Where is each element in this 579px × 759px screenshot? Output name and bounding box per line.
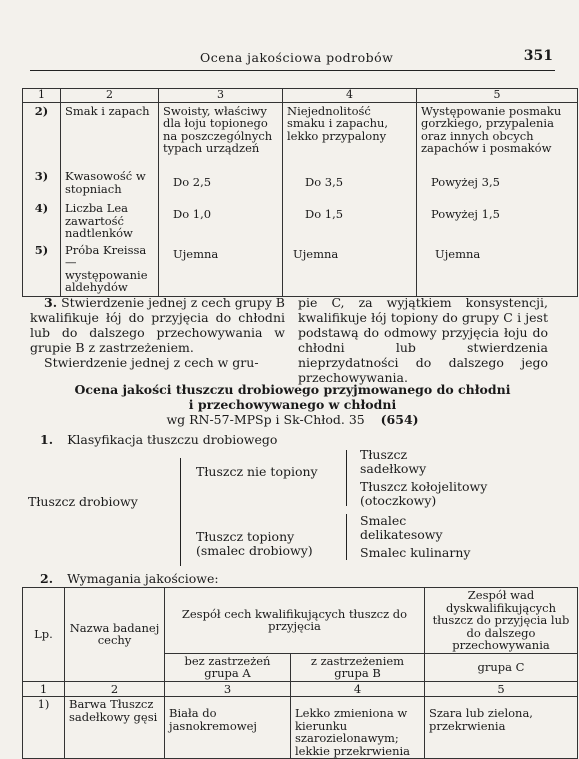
nontopped-brace — [346, 450, 347, 506]
header-group: Zespół cech kwalifikujących tłuszcz do przyjęcia — [165, 588, 425, 654]
header-row — [23, 588, 578, 654]
class-topped-line2: (smalec drobiowy) — [196, 543, 313, 558]
paragraph-text-2: Stwierdzenie jednej z cech w gru- — [44, 355, 259, 370]
row-name: Smak i zapach — [61, 102, 159, 168]
section-subtitle: wg RN-57-MPSp i Sk-Chłod. 35 — [166, 412, 365, 427]
column-number-row — [23, 89, 578, 103]
table-row — [23, 697, 578, 759]
row-name: Kwasowość w stopniach — [61, 168, 159, 200]
paragraph-text: pie C, za wyjątkiem konsystencji, kwalifikuje łój topiony do grupy C i jest podstawą do odmowy przyjęcia łoju do chłodni lub stwierdzenia nieprzydatności do dalszego jego przechowywania. — [298, 295, 548, 385]
row-name: Barwa Tłuszcz sadełkowy gęsi — [65, 697, 165, 759]
col-number: 1 — [23, 681, 65, 697]
paragraph-3-left — [30, 295, 285, 370]
row-group-a: Swoisty, właściwy dla łoju topionego na poszczególnych typach urządzeń — [159, 102, 283, 168]
row-group-b: Lekko zmieniona w kierunku szarozielonawym; lekkie przekrwienia — [291, 697, 425, 759]
item-number: 1. — [40, 432, 54, 447]
row-group-a: Do 2,5 — [159, 168, 283, 200]
item-number: 2. — [40, 571, 54, 586]
header-group-c: grupa C — [425, 653, 578, 681]
page-number: 351 — [523, 48, 553, 64]
section-ref: (654) — [380, 412, 419, 427]
row-group-b: Ujemna — [283, 242, 417, 297]
column-number-row — [23, 681, 578, 697]
item-label: Wymagania jakościowe: — [67, 571, 219, 586]
col-number: 5 — [425, 681, 578, 697]
item-2-heading — [40, 571, 219, 586]
table-row — [23, 200, 578, 242]
item-1-heading — [40, 432, 277, 447]
class-kolojelitowy: Tłuszcz kołojelitowy (otoczkowy) — [360, 479, 488, 508]
row-group-a: Biała do jasnokremowej — [165, 697, 291, 759]
section-title-line1: Ocena jakości tłuszczu drobiowego przyjmowanego do chłodni — [74, 382, 511, 397]
section-heading — [30, 382, 555, 427]
row-group-a: Ujemna — [159, 242, 283, 297]
col-number: 3 — [165, 681, 291, 697]
class-nontopped: Tłuszcz nie topiony — [196, 464, 318, 479]
row-group-c: Występowanie posmaku gorzkiego, przypalenia oraz innych obcych zapachów i posmaków — [417, 102, 578, 168]
row-group-c: Ujemna — [417, 242, 578, 297]
paragraph-number: 3. — [44, 295, 58, 310]
row-group-b: Do 1,5 — [283, 200, 417, 242]
item-label: Klasyfikacja tłuszczu drobiowego — [67, 432, 278, 447]
header-group-c-desc: Zespół wad dyskwalifikujących tłuszcz do przyjęcia lub do dalszego przechowywania — [425, 588, 578, 654]
topped-brace — [346, 514, 347, 560]
col-number: 1 — [23, 89, 61, 103]
header-title: Ocena jakościowa podrobów — [200, 50, 394, 65]
class-root: Tłuszcz drobiowy — [28, 494, 138, 509]
row-lp: 4) — [23, 200, 61, 242]
col-number: 4 — [283, 89, 417, 103]
class-topped-line1: Tłuszcz topiony — [196, 529, 295, 544]
row-name: Liczba Lea zawartość nadtlenków — [61, 200, 159, 242]
header-name: Nazwa badanej cechy — [65, 588, 165, 682]
header-group-a: bez zastrzeżeń grupa A — [165, 653, 291, 681]
table-row — [23, 242, 578, 297]
row-group-a: Do 1,0 — [159, 200, 283, 242]
section-title-line2: i przechowywanego w chłodni — [188, 397, 397, 412]
row-lp: 3) — [23, 168, 61, 200]
row-lp: 1) — [23, 697, 65, 759]
root-brace — [180, 458, 181, 566]
quality-table-continued — [22, 88, 578, 297]
row-group-b: Niejednolitość smaku i zapachu, lekko przypalony — [283, 102, 417, 168]
header-group-b: z zastrzeżeniem grupa B — [291, 653, 425, 681]
requirements-table — [22, 587, 578, 759]
row-group-c: Powyżej 3,5 — [417, 168, 578, 200]
row-lp: 5) — [23, 242, 61, 297]
table-row — [23, 168, 578, 200]
col-number: 2 — [65, 681, 165, 697]
col-number: 2 — [61, 89, 159, 103]
class-delikatesowy: Smalec delikatesowy — [360, 513, 443, 542]
row-group-c: Szara lub zielona, przekrwienia — [425, 697, 578, 759]
class-kulinarny: Smalec kulinarny — [360, 545, 471, 560]
row-lp: 2) — [23, 102, 61, 168]
col-number: 4 — [291, 681, 425, 697]
row-group-c: Powyżej 1,5 — [417, 200, 578, 242]
table-row — [23, 102, 578, 168]
col-number: 5 — [417, 89, 578, 103]
running-header — [30, 48, 555, 71]
row-name: Próba Kreissa — występowanie aldehydów — [61, 242, 159, 297]
paragraph-text: Stwierdzenie jednej z cech grupy B kwalifikuje łój do przyjęcia do chłodni lub do dalszego przechowywania w grupie B z zastrzeżeniem. — [30, 295, 285, 355]
col-number: 3 — [159, 89, 283, 103]
header-lp: Lp. — [23, 588, 65, 682]
paragraph-3-right — [298, 295, 548, 385]
row-group-b: Do 3,5 — [283, 168, 417, 200]
class-sadelkowy: Tłuszcz sadełkowy — [360, 447, 427, 476]
